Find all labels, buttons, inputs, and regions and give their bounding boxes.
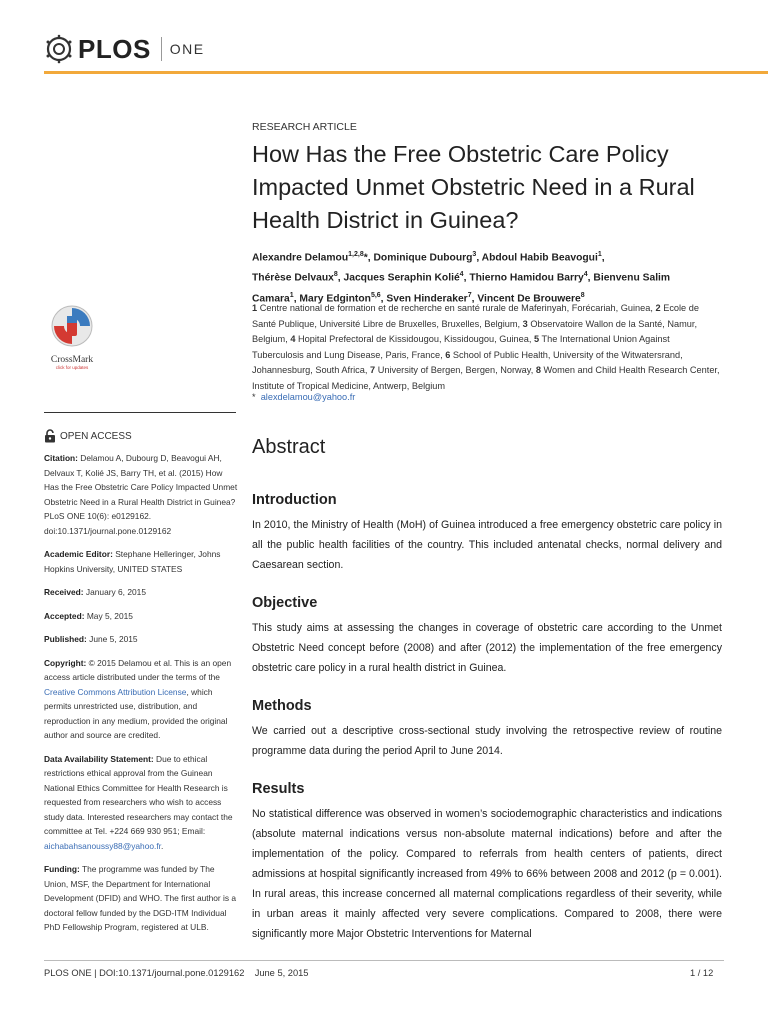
copyright-block — [44, 656, 238, 743]
article-info-sidebar — [44, 451, 238, 944]
affil-number: 8 — [535, 365, 541, 375]
article-title: How Has the Free Obstetric Care Policy Impacted Unmet Obstetric Need in a Rural Health District in Guinea? — [252, 141, 695, 233]
affil-number: 4 — [290, 334, 296, 344]
affil-number: 1 — [252, 303, 258, 313]
section-heading-methods: Methods — [252, 698, 312, 714]
brand-name: PLOS — [78, 33, 151, 64]
funding-label: Funding: — [44, 864, 80, 874]
accepted-label: Accepted: — [44, 610, 85, 621]
footer-rule — [44, 960, 724, 961]
published-label: Published: — [44, 634, 87, 644]
section-heading-results: Results — [252, 781, 305, 797]
citation-block — [44, 451, 238, 538]
author[interactable]: Thierno Hamidou Barry — [469, 272, 584, 284]
affil-text: Centre national de formation et de recherche en santé rurale de Maferinyah, Forécariah, Guinea, — [259, 303, 653, 313]
footer-citation: PLOS ONE | DOI:10.1371/journal.pone.0129162 June 5, 2015 — [44, 968, 309, 978]
affil-text: Ecole de Santé Publique, Université Libre de Bruxelles, Bruxelles, Belgium, — [252, 303, 699, 329]
section-text-introduction: In 2010, the Ministry of Health (MoH) of Guinea introduced a free emergency obstetric care policy in all the public health facilities of the country. This included antenatal checks, normal delivery and Caesarean section. — [252, 519, 722, 571]
plos-logo-icon — [44, 34, 74, 64]
data-availability-text: Due to ethical restrictions ethical approval from the Guinean National Ethics Committee for Health Research is requested from researchers who wish to access study data. Interested researchers may contact the committee at Tel. +224 669 930 951; Email: — [44, 753, 233, 836]
header-rule — [44, 71, 768, 74]
logo-divider — [161, 37, 162, 61]
corresponding-email-link[interactable]: alexdelamou@yahoo.fr — [260, 392, 356, 402]
section-text-results: No statistical difference was observed in women’s sociodemographic characteristics and indications (absolute maternal indications versus non-absolute maternal indications) before and after the implementation of the policy. Compared to referrals from health centers of patients, direct admissions at hospital significantly increased from 49% to 66% between 2008 and 2012 (p = 0.001). In rural areas, this increase concerned all maternal complications regardless of their severity, while in urban areas it mainly affected very severe complications. Compared to 2008, there were significantly more Major Obstetric Interventions for Maternal — [252, 808, 722, 940]
affil-number: 2 — [655, 303, 661, 313]
corresponding-mark: * — [363, 252, 368, 264]
affil-text: Observatoire Wallon de la Santé, Namur, Belgium, — [252, 318, 698, 344]
section-text-objective: This study aims at assessing the changes in coverage of obstetric care according to the Unmet Obstetric Need concept before (2008) and after (2012) the implementation of the free emergency obstetric care policy in a rural health district in Guinea. — [252, 622, 722, 674]
accepted-block — [44, 609, 238, 624]
editor-text: Stephane Helleringer, Johns Hopkins University, UNITED STATES — [44, 549, 221, 574]
journal-name: ONE — [169, 41, 205, 57]
author-list: Alexandre Delamou$^{1,2,8}$*, Dominique Dubourg$^3$, Abdoul Habib Beavogui$^1$, Thérèse Delvaux$^8$, Jacques Seraphin Kolié$^4$, Thierno Hamidou Barry$^4$, Bienvenu Salim Camara$^1$, Mary Edginton$^{5,6}$, Sven Hinderaker$^7$, Vincent De Brouwere$^8$ — [252, 251, 671, 305]
funding-block — [44, 862, 238, 935]
author-affil: 7 — [467, 291, 472, 299]
author-affil: 1,2,8 — [348, 251, 364, 258]
affil-text: School of Public Health, University of the Witwatersrand, Johannesburg, South Africa, — [252, 349, 683, 375]
author[interactable]: Mary Edginton — [299, 293, 371, 305]
received-block — [44, 585, 238, 600]
open-access-label: OPEN ACCESS — [60, 430, 132, 442]
affil-number: 5 — [533, 334, 540, 344]
editor-label: Academic Editor: — [44, 549, 113, 559]
crossmark-label: CrossMark — [50, 355, 94, 365]
data-availability-block — [44, 752, 238, 854]
abstract-body — [252, 492, 722, 964]
citation-label: Citation: — [44, 453, 78, 463]
author[interactable]: Vincent De Brouwere — [477, 293, 581, 305]
affil-number: 7 — [370, 365, 376, 375]
copyright-text-end: , which permits unrestricted use, distribution, and reproduction in any medium, provided the original author and source are credited. — [44, 686, 228, 740]
received-date: January 6, 2015 — [85, 587, 146, 597]
article-type: RESEARCH ARTICLE — [252, 121, 357, 133]
affil-number: 6 — [445, 349, 451, 360]
funding-text: The programme was funded by The Union, MSF, the Department for International Development (DFID) and WHO. The first author is a doctoral fellow funded by the DGD-ITM Individual PhD Fellowship Program, registered at ULB. — [44, 864, 237, 932]
author-affil: 4 — [459, 271, 464, 279]
author-affil: 4 — [583, 271, 588, 279]
corresponding-mark: * — [252, 392, 256, 402]
license-link[interactable]: Creative Commons Attribution License — [44, 686, 187, 697]
section-text-methods: We carried out a descriptive cross-sectional study involving the retrospective review of routine programme data during the period April to June 2014. — [252, 725, 722, 757]
affil-text: Hopital Prefectoral de Kissidougou, Kissidougou, Guinea, — [298, 334, 532, 344]
page-number: 1 / 12 — [690, 968, 714, 978]
copyright-text: © 2015 Delamou et al. This is an open access article distributed under the terms of the — [44, 657, 232, 682]
copyright-label: Copyright: — [44, 657, 87, 668]
data-availability-end: . — [161, 840, 164, 851]
section-heading-objective: Objective — [252, 595, 318, 611]
data-availability-label: Data Availability Statement: — [44, 753, 154, 764]
affil-number: 3 — [522, 318, 528, 329]
accepted-date: May 5, 2015 — [86, 610, 133, 621]
affil-text: University of Bergen, Bergen, Norway, — [377, 365, 534, 375]
open-lock-icon — [44, 429, 56, 443]
plos-one-logo — [44, 34, 205, 64]
open-access-badge — [44, 429, 132, 443]
author[interactable]: Jacques Seraphin Kolié — [343, 272, 460, 284]
author[interactable]: Sven Hinderaker — [386, 293, 468, 305]
author-affil: 8 — [580, 291, 585, 299]
author[interactable]: Abdoul Habib Beavogui — [481, 252, 598, 264]
published-block — [44, 632, 238, 647]
crossmark-sublabel: click for updates — [55, 365, 89, 370]
editor-block — [44, 547, 238, 576]
crossmark-badge[interactable] — [44, 304, 100, 370]
author[interactable]: Dominique Dubourg — [373, 252, 473, 264]
crossmark-icon — [50, 304, 94, 348]
author-affil: 1 — [597, 251, 602, 258]
sidebar-rule — [44, 412, 236, 413]
correspondence — [252, 392, 355, 402]
published-date: June 5, 2015 — [89, 634, 138, 644]
affiliations — [252, 301, 722, 394]
affil-text: Women and Child Health Research Center, Institute of Tropical Medicine, Antwerp, Belgium — [252, 365, 720, 391]
abstract-heading: Abstract — [252, 436, 326, 458]
committee-email-link[interactable]: aichabahsanoussy88@yahoo.fr — [44, 840, 161, 851]
affil-text: The International Union Against Tuberculosis and Lung Disease, Paris, France, — [252, 334, 670, 360]
author[interactable]: Thérèse Delvaux — [252, 272, 334, 284]
citation-text: Delamou A, Dubourg D, Beavogui AH, Delvaux T, Kolié JS, Barry TH, et al. (2015) How Has the Free Obstetric Care Policy Impacted Unmet Obstetric Need in a Rural Health District in Guinea? PLoS ONE 10(6): e0129162. doi:10.1371/journal.pone.0129162 — [44, 453, 238, 536]
author-affil: 3 — [472, 251, 477, 258]
author-affil: 8 — [333, 271, 338, 279]
received-label: Received: — [44, 587, 84, 597]
author[interactable]: Bienvenu Salim Camara — [252, 272, 671, 305]
author-affil: 1 — [289, 291, 294, 299]
author[interactable]: Alexandre Delamou — [252, 252, 349, 264]
section-heading-introduction: Introduction — [252, 492, 337, 508]
author-affil: 5,6 — [370, 291, 381, 299]
